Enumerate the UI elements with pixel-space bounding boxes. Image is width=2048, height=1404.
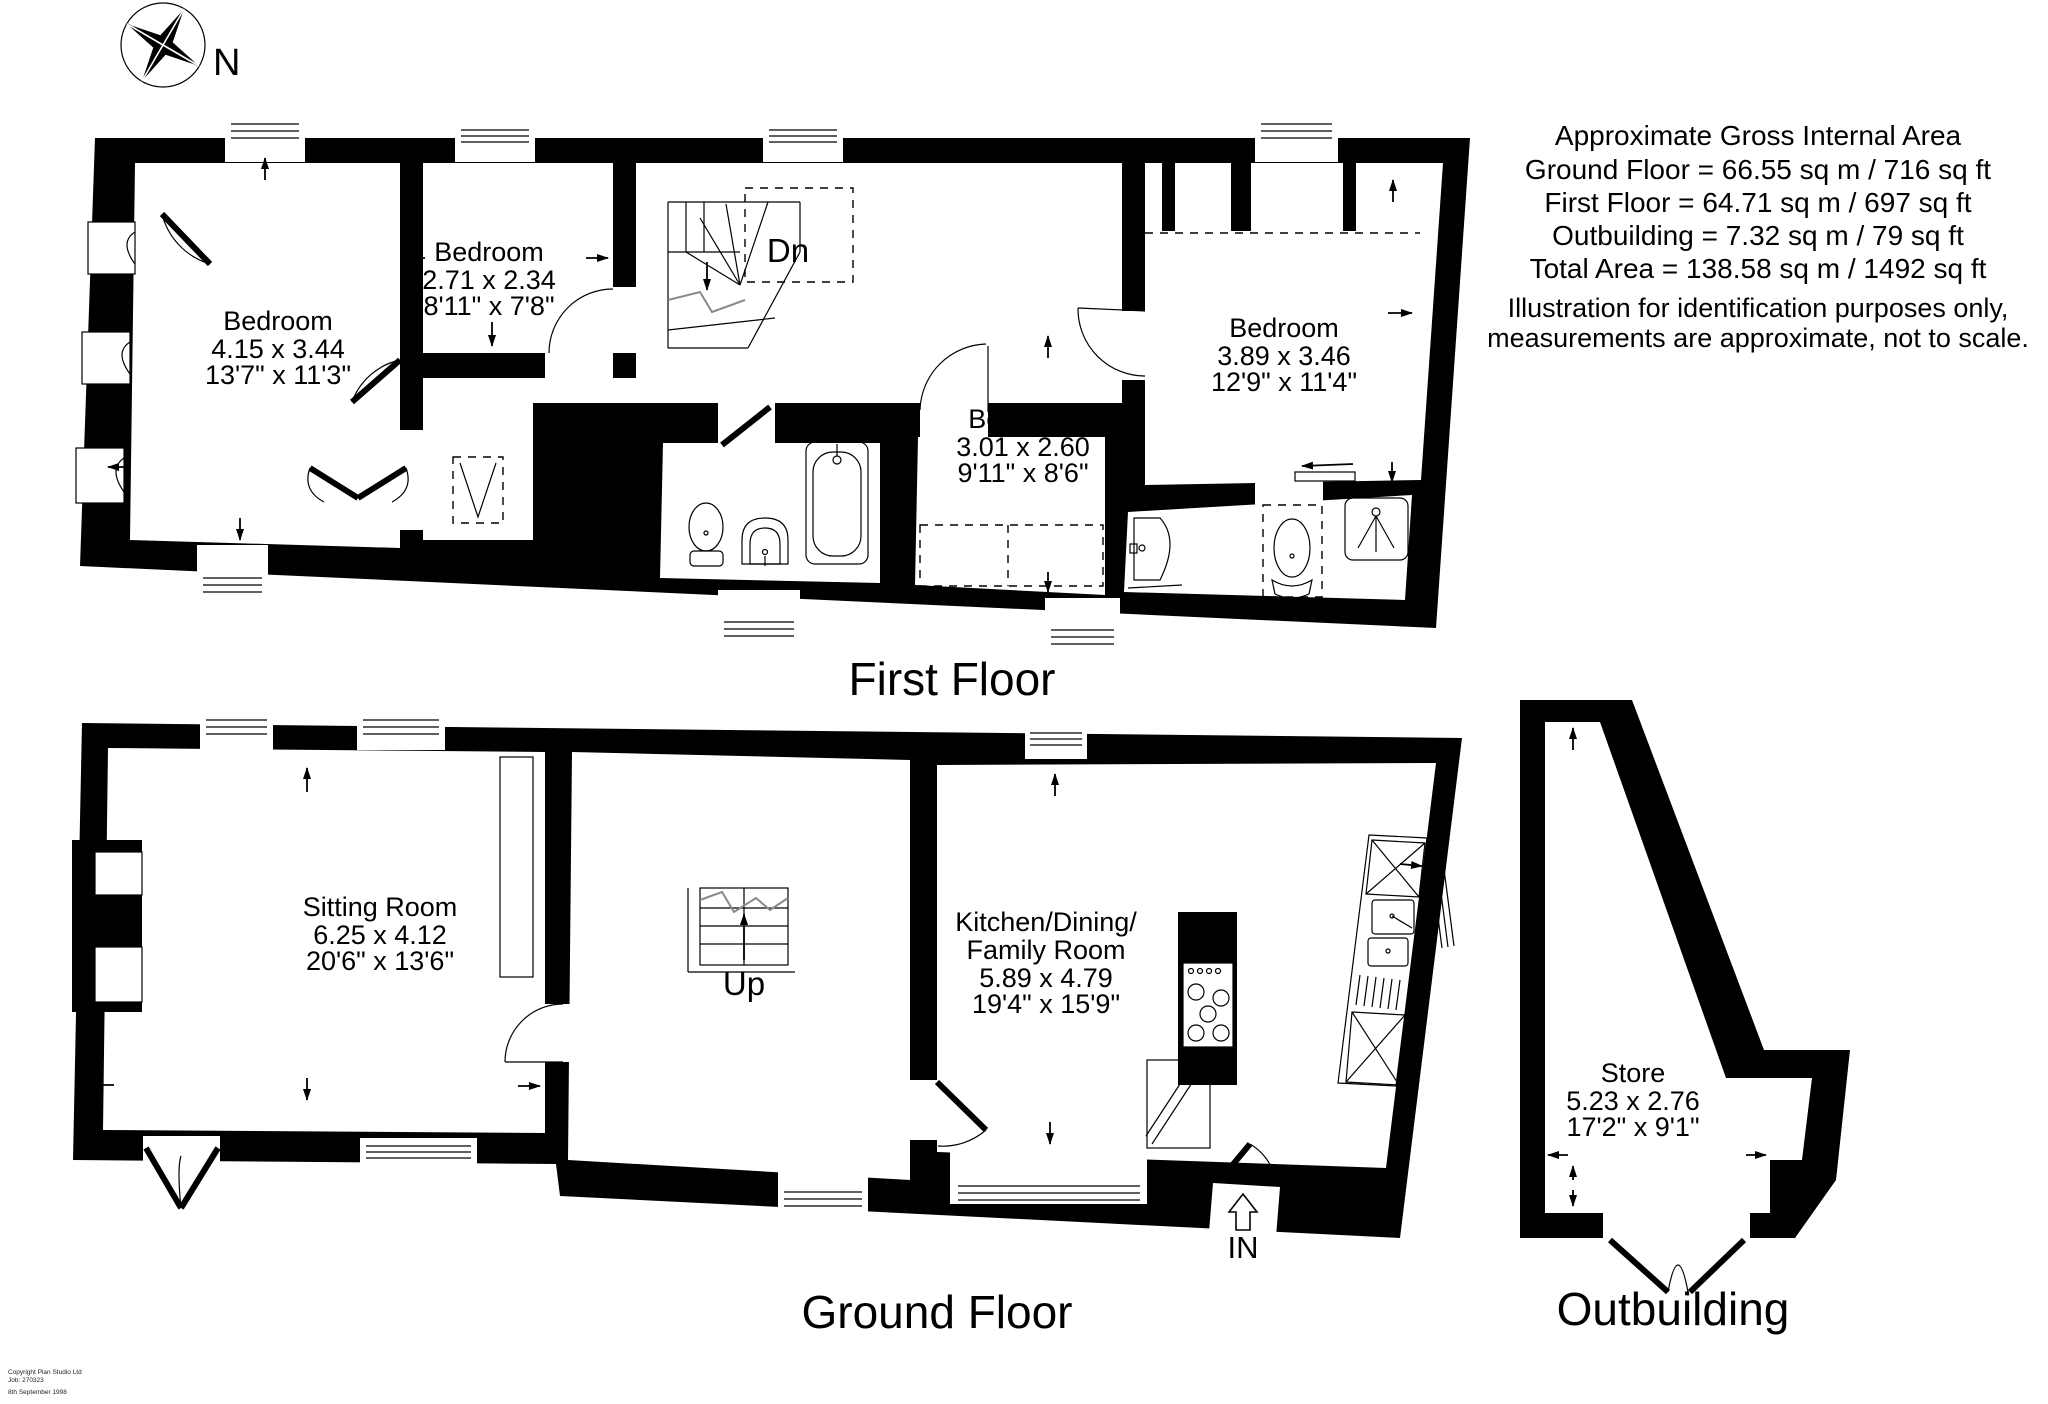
first-floor-plan (76, 118, 1470, 705)
fine-print-line-1: Copyright Plan Studio Ltd (8, 1369, 82, 1376)
door-opening (395, 430, 428, 530)
sitting-room-imperial: 20'6" x 13'6" (305, 946, 455, 976)
bedroom-4-imperial: 12'9" x 11'4" (1210, 367, 1358, 397)
door-opening (613, 287, 636, 353)
bedroom-1-imperial: 13'7" x 11'3" (204, 360, 352, 390)
store-metric: 5.23 x 2.76 (1566, 1086, 1700, 1116)
bedroom-4-metric: 3.89 x 3.46 (1217, 341, 1351, 371)
entrance-door[interactable] (1209, 1183, 1280, 1237)
fine-print (8, 1369, 82, 1396)
disclaimer-line-1: Illustration for identification purposes only, (1507, 293, 2009, 323)
double-door-icon (1603, 1210, 1750, 1292)
stairs-down-label: Dn (766, 232, 810, 269)
bedroom-1-label: Bedroom (223, 306, 333, 336)
door-opening (1255, 474, 1323, 512)
kitchen-metric: 5.89 x 4.79 (979, 963, 1113, 993)
outbuilding-title: Outbuilding (1556, 1283, 1790, 1335)
landing-interior (636, 163, 1122, 403)
ground-floor-plan (72, 712, 1462, 1338)
first-floor-title: First Floor (848, 653, 1056, 705)
fine-print-line-2: Job: 270323 (8, 1377, 44, 1384)
door-opening (1122, 311, 1145, 380)
store-imperial: 17'2" x 9'1" (1566, 1112, 1700, 1142)
area-line-first: First Floor = 64.71 sq m / 697 sq ft (1544, 187, 1972, 218)
area-summary (1487, 120, 2029, 353)
entrance-label: IN (1227, 1230, 1259, 1265)
disclaimer-line-2: measurements are approximate, not to scale. (1487, 323, 2029, 353)
stairs-up-label: Up (722, 965, 766, 1002)
hob-icon (1183, 963, 1233, 1047)
bedroom-1-metric: 4.15 x 3.44 (211, 334, 345, 364)
fine-print-line-3: 8th September 1998 (8, 1389, 67, 1396)
kitchen-label-line2: Family Room (966, 935, 1126, 965)
area-line-total: Total Area = 138.58 sq m / 1492 sq ft (1529, 253, 1987, 284)
door-opening (910, 1080, 937, 1140)
bedroom-3-metric: 3.01 x 2.60 (956, 432, 1090, 462)
kitchen-island (1178, 912, 1237, 1085)
kitchen-imperial: 19'4" x 15'9" (971, 989, 1121, 1019)
sitting-room-metric: 6.25 x 4.12 (313, 920, 447, 950)
bedroom-3-label: Bedroom (968, 404, 1078, 434)
area-line-ground: Ground Floor = 66.55 sq m / 716 sq ft (1524, 154, 1992, 185)
bedroom-4-label: Bedroom (1229, 313, 1339, 343)
bedroom-3-imperial: 9'11" x 8'6" (957, 458, 1089, 488)
ground-floor-title: Ground Floor (801, 1286, 1073, 1338)
fireplace-icon (72, 840, 142, 1012)
bedroom-2-label: Bedroom (434, 237, 544, 267)
door-opening (545, 353, 613, 378)
sitting-room-label: Sitting Room (302, 892, 458, 922)
bedroom-2-imperial: 8'11" x 7'8" (423, 291, 555, 321)
area-line-outbuilding: Outbuilding = 7.32 sq m / 79 sq ft (1552, 220, 1964, 251)
store-label: Store (1600, 1058, 1666, 1088)
outbuilding-plan (1520, 700, 1850, 1335)
french-doors-icon (143, 1136, 220, 1208)
bedroom-2-metric: 2.71 x 2.34 (422, 265, 556, 295)
bathroom-interior (660, 443, 880, 583)
kitchen-label-line1: Kitchen/Dining/ (955, 907, 1137, 937)
compass-rose (121, 3, 240, 87)
door-opening (533, 1004, 572, 1062)
area-summary-title: Approximate Gross Internal Area (1554, 120, 1962, 151)
compass-north-label: N (213, 42, 241, 84)
